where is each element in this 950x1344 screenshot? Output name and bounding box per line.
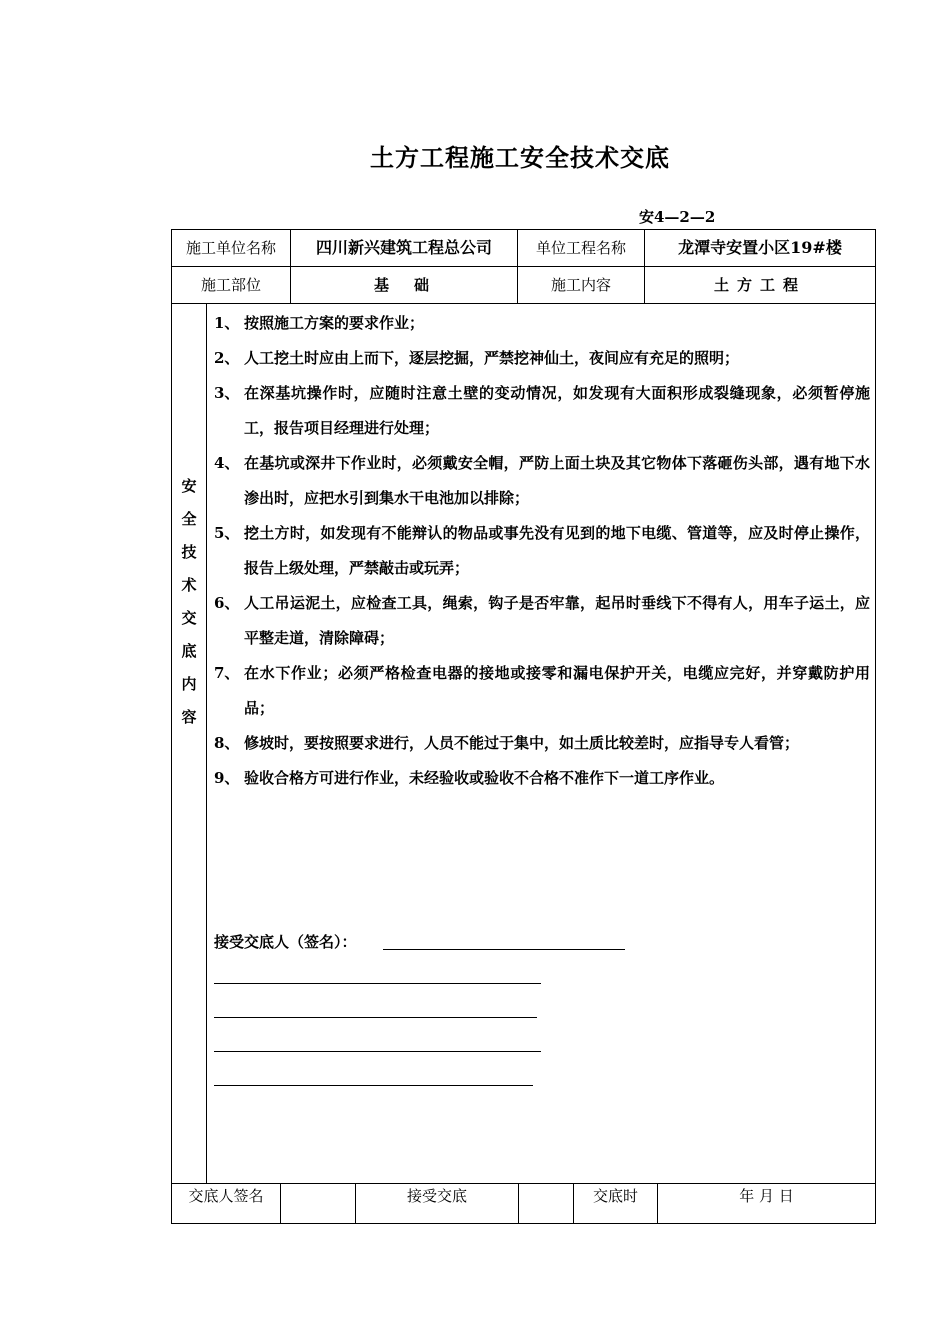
- label-char: 内: [181, 675, 197, 693]
- construction-part-value: 基 础: [373, 276, 434, 294]
- list-item: 8、 修坡时，要按照要求进行，人员不能过于集中，如土质比较差时，应指导专人看管；: [214, 734, 800, 752]
- row-divider: [171, 303, 876, 304]
- table-border-right: [875, 229, 876, 1224]
- construction-part-label: 施工部位: [200, 276, 261, 294]
- list-item: 9、 验收合格方可进行作业，未经验收或验收不合格不准作下一道工序作业。: [214, 769, 725, 787]
- construction-content-value: 土方工程: [713, 276, 806, 294]
- disclosure-date[interactable]: 年 月 日: [739, 1187, 794, 1205]
- label-char: 底: [181, 642, 197, 660]
- list-item: 2、 人工挖土时应由上而下，逐层挖掘，严禁挖神仙土，夜间应有充足的照明；: [214, 349, 740, 367]
- label-char: 容: [181, 708, 197, 726]
- list-item: 6、 人工吊运泥土，应检查工具，绳索，钩子是否牢靠，起吊时垂线下不得有人，用车子运土，应平整走道，清除障碍；: [214, 594, 870, 647]
- signature-line[interactable]: [214, 1051, 541, 1052]
- list-item: 4、 在基坑或深井下作业时，必须戴安全帽，严防上面土块及其它物体下落砸伤头部，遇有地下水渗出时，应把水引到集水干电池加以排除；: [214, 454, 870, 507]
- signature-line[interactable]: [214, 983, 541, 984]
- signature-line[interactable]: [214, 1085, 533, 1086]
- list-item: 3、 在深基坑操作时，应随时注意土壁的变动情况，如发现有大面积形成裂缝现象，必须暂停施工，报告项目经理进行处理；: [214, 384, 870, 437]
- disclosure-time-label: 交底时: [592, 1187, 638, 1205]
- receiver-signature-field[interactable]: [519, 1184, 573, 1223]
- project-name-label: 单位工程名称: [535, 239, 626, 257]
- signature-line[interactable]: [214, 1017, 537, 1018]
- list-item: 1、 按照施工方案的要求作业；: [214, 314, 425, 332]
- discloser-signature-field[interactable]: [281, 1184, 355, 1223]
- label-char: 技: [181, 543, 197, 561]
- document-code: 安4—2—2: [639, 208, 716, 226]
- disclosure-content-label: [172, 470, 206, 734]
- discloser-signature-label: 交底人签名: [188, 1187, 264, 1205]
- list-item: 5、 挖土方时，如发现有不能辩认的物品或事先没有见到的地下电缆、管道等，应及时停止操作，报告上级处理，严禁敲击或玩弄；: [214, 524, 870, 577]
- table-border-bottom: [171, 1223, 876, 1224]
- list-item: 7、 在水下作业；必须严格检查电器的接地或接零和漏电保护开关，电缆应完好，并穿戴防护用品；: [214, 664, 870, 717]
- signature-line[interactable]: [383, 949, 625, 950]
- column-divider: [206, 303, 207, 1184]
- label-char: 全: [181, 510, 197, 528]
- unit-name-value: 四川新兴建筑工程总公司: [315, 238, 492, 257]
- construction-content-label: 施工内容: [550, 276, 611, 294]
- unit-name-label: 施工单位名称: [185, 239, 276, 257]
- label-char: 术: [181, 576, 197, 594]
- label-char: 交: [181, 609, 197, 627]
- receiver-label: 接受交底: [406, 1187, 467, 1205]
- safety-items-list: [214, 306, 870, 796]
- project-name-value: 龙潭寺安置小区19#楼: [678, 238, 842, 257]
- receiver-signature-label: 接受交底人（签名）：: [214, 933, 357, 951]
- label-char: 安: [181, 477, 197, 495]
- page-title: 土方工程施工安全技术交底: [370, 143, 670, 172]
